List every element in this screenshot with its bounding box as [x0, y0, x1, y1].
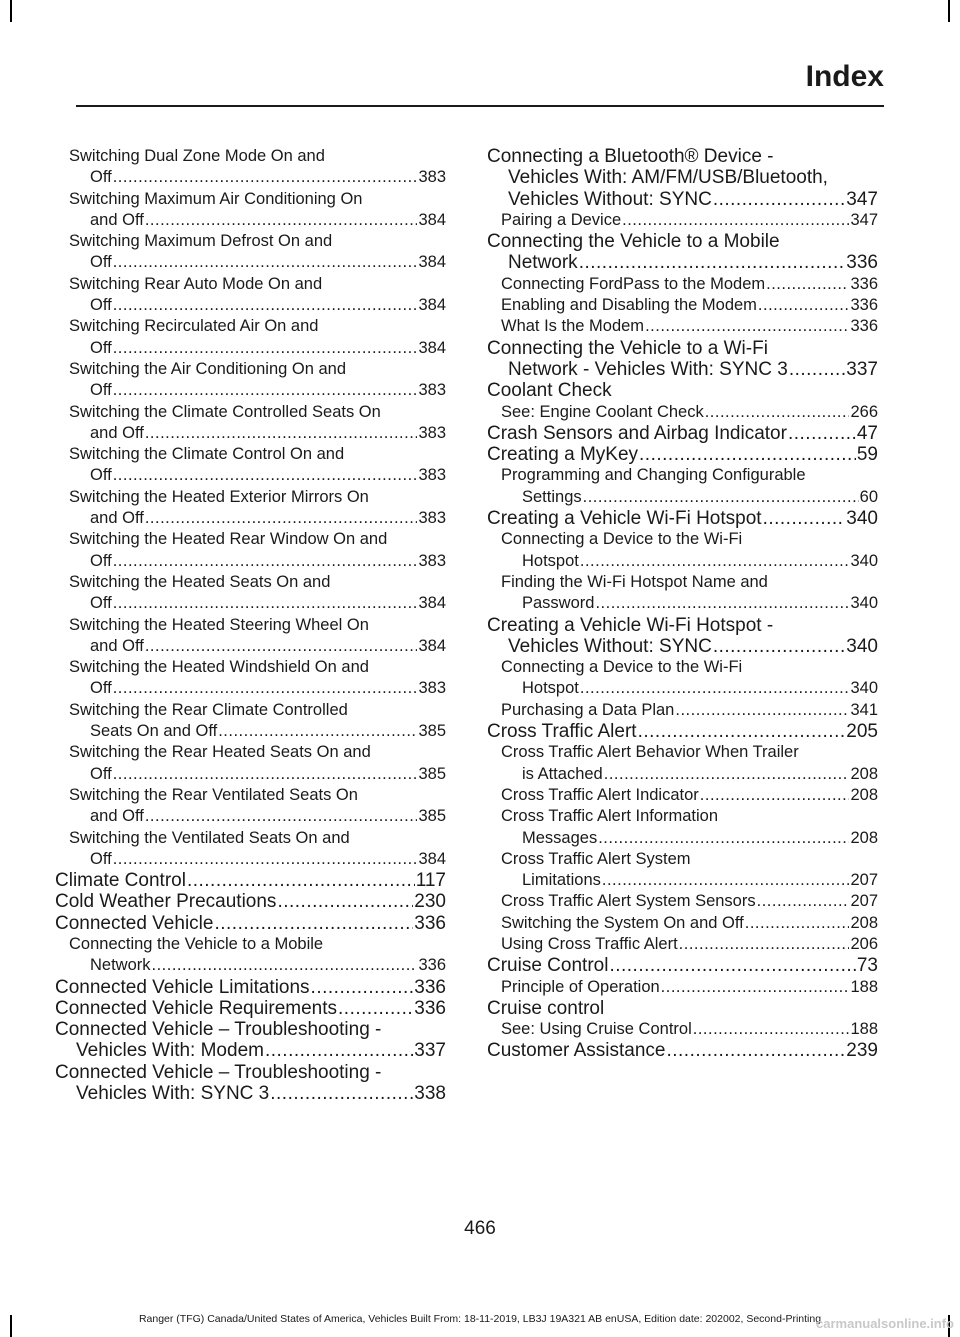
leader-dots — [666, 1040, 845, 1061]
index-page-ref[interactable]: 384 — [418, 849, 446, 868]
index-entry[interactable] — [55, 487, 446, 530]
index-entry[interactable] — [487, 508, 878, 529]
index-page-ref[interactable]: 117 — [415, 870, 446, 892]
leader-dots — [214, 913, 413, 934]
index-entry-text: is Attached — [522, 764, 603, 783]
leader-dots — [218, 721, 417, 742]
index-entry-text: Password — [522, 594, 595, 613]
index-entry-text: Purchasing a Data Plan — [501, 700, 675, 719]
index-entry[interactable] — [55, 657, 446, 700]
leader-dots — [638, 721, 846, 742]
index-entry-text: Cross Traffic Alert — [487, 721, 637, 743]
index-entry[interactable] — [487, 444, 878, 465]
index-page-ref[interactable]: 47 — [856, 422, 878, 444]
index-entry-text: Vehicles With: Modem — [76, 1040, 264, 1062]
index-page-ref[interactable]: 59 — [856, 444, 878, 466]
index-entry-text: Off — [90, 338, 112, 357]
header-divider — [76, 105, 884, 107]
index-entry-text: Off — [90, 381, 112, 400]
index-entry-text: Off — [90, 466, 112, 485]
index-entry[interactable] — [55, 1019, 446, 1062]
index-page-ref[interactable]: 385 — [418, 722, 446, 741]
index-page-ref[interactable]: 73 — [856, 955, 878, 977]
index-entry[interactable] — [487, 934, 878, 955]
index-entry[interactable] — [487, 274, 878, 295]
index-entry[interactable] — [487, 615, 878, 658]
leader-dots — [693, 1019, 850, 1040]
leader-dots — [187, 870, 415, 891]
index-page-ref[interactable]: 206 — [850, 934, 878, 953]
index-page-ref[interactable]: 239 — [846, 1040, 878, 1062]
index-entry[interactable] — [55, 742, 446, 785]
index-entry-text: Cross Traffic Alert System — [501, 849, 691, 868]
leader-dots — [311, 977, 414, 998]
index-entry[interactable] — [55, 316, 446, 359]
index-page-ref[interactable]: 340 — [846, 635, 878, 657]
index-entry[interactable] — [55, 785, 446, 828]
index-entry-text: Switching the Ventilated Seats On and — [69, 828, 350, 847]
index-entry-text: Connected Vehicle Limitations — [55, 976, 310, 998]
leader-dots — [595, 593, 849, 614]
page-number: 466 — [464, 1218, 496, 1239]
page-title: Index — [805, 60, 884, 93]
index-entry-text: Switching Rear Auto Mode On and — [69, 274, 323, 293]
leader-dots — [645, 316, 849, 337]
index-page-ref[interactable]: 188 — [850, 977, 878, 996]
index-entry-text: Off — [90, 253, 112, 272]
index-entry-text: Switching Maximum Air Conditioning On — [69, 189, 363, 208]
index-entry-text: Climate Control — [55, 870, 186, 892]
leader-dots — [145, 636, 418, 657]
index-entry-text: Off — [90, 594, 112, 613]
leader-dots — [661, 977, 850, 998]
leader-dots — [152, 955, 418, 976]
index-page-ref[interactable]: 384 — [418, 636, 446, 655]
index-entry[interactable] — [487, 998, 878, 1019]
index-entry[interactable] — [487, 338, 878, 381]
index-entry-text: Switching the Climate Controlled Seats On — [69, 402, 381, 421]
index-entry-text: Cross Traffic Alert Behavior When Trailer — [501, 743, 799, 762]
index-entry-text: Switching the Rear Heated Seats On and — [69, 743, 371, 762]
index-entry-text: Creating a MyKey — [487, 444, 639, 466]
index-entry-text: See: Engine Coolant Check — [501, 402, 704, 421]
index-entry-text: Switching the Air Conditioning On and — [69, 359, 347, 378]
leader-dots — [675, 700, 849, 721]
index-entry-text: and Off — [90, 423, 144, 442]
index-page-ref[interactable]: 336 — [414, 912, 446, 934]
index-entry-text: Principle of Operation — [501, 977, 660, 996]
index-entry[interactable] — [487, 1040, 878, 1061]
index-entry-text: Switching the Climate Control On and — [69, 445, 345, 464]
index-entry[interactable] — [55, 529, 446, 572]
leader-dots — [145, 806, 418, 827]
index-entry[interactable] — [55, 572, 446, 615]
index-entry-text: Creating a Vehicle Wi-Fi Hotspot - — [487, 614, 774, 636]
index-entry-text: and Off — [90, 636, 144, 655]
index-entry[interactable] — [487, 891, 878, 912]
leader-dots — [679, 934, 850, 955]
index-page-ref[interactable]: 385 — [418, 807, 446, 826]
index-entry[interactable] — [487, 785, 878, 806]
leader-dots — [270, 1083, 413, 1104]
index-column-left — [55, 146, 446, 1104]
index-page-ref[interactable]: 385 — [418, 764, 446, 783]
index-entry-text: Using Cross Traffic Alert — [501, 934, 678, 953]
index-page-ref[interactable]: 383 — [418, 381, 446, 400]
index-entry-text: Messages — [522, 828, 598, 847]
leader-dots — [113, 551, 418, 572]
index-page-ref[interactable]: 383 — [418, 509, 446, 528]
index-entry-text: Off — [90, 551, 112, 570]
leader-dots — [602, 870, 850, 891]
leader-dots — [113, 295, 418, 316]
leader-dots — [609, 955, 855, 976]
index-page-ref[interactable]: 336 — [850, 296, 878, 315]
index-entry[interactable] — [55, 359, 446, 402]
index-entry[interactable] — [487, 380, 878, 401]
index-entry-text: Connecting a Bluetooth® Device - — [487, 146, 774, 167]
index-entry-text: Network - Vehicles With: SYNC 3 — [508, 358, 788, 380]
index-entry[interactable] — [487, 465, 878, 508]
index-entry[interactable] — [55, 700, 446, 743]
leader-dots — [745, 913, 850, 934]
index-entry-text: See: Using Cruise Control — [501, 1020, 692, 1039]
index-entry-text: Connected Vehicle – Troubleshooting - — [55, 1019, 382, 1041]
index-page-ref[interactable]: 336 — [414, 997, 446, 1019]
leader-dots — [113, 764, 418, 785]
index-entry[interactable] — [487, 423, 878, 444]
index-entry[interactable] — [55, 189, 446, 232]
leader-dots — [113, 167, 418, 188]
index-page-ref[interactable]: 337 — [846, 358, 878, 380]
index-entry[interactable] — [55, 146, 446, 189]
index-entry-text: Cross Traffic Alert System Sensors — [501, 892, 756, 911]
index-entry[interactable] — [55, 615, 446, 658]
index-page-ref[interactable]: 338 — [414, 1083, 446, 1105]
index-entry-text: Cross Traffic Alert Information — [501, 807, 719, 826]
index-page-ref[interactable]: 60 — [859, 487, 878, 506]
leader-dots — [763, 508, 846, 529]
index-page-ref[interactable]: 347 — [846, 188, 878, 210]
index-page-ref[interactable]: 340 — [850, 594, 878, 613]
index-entry[interactable] — [55, 1062, 446, 1105]
index-entry-text: Off — [90, 296, 112, 315]
index-page-ref[interactable]: 336 — [418, 956, 446, 975]
index-entry-text: Connected Vehicle Requirements — [55, 997, 338, 1019]
index-entry[interactable] — [487, 529, 878, 572]
index-entry-text: Pairing a Device — [501, 210, 622, 229]
index-entry-text: Switching the Heated Exterior Mirrors On — [69, 487, 369, 506]
crop-mark-top-right — [948, 0, 950, 22]
index-entry-text: Enabling and Disabling the Modem — [501, 296, 757, 315]
leader-dots — [705, 402, 850, 423]
index-page-ref[interactable]: 266 — [850, 402, 878, 421]
leader-dots — [758, 295, 850, 316]
index-entry-text: Connecting FordPass to the Modem — [501, 274, 766, 293]
index-page-ref[interactable]: 205 — [846, 721, 878, 743]
page-footer: Ranger (TFG) Canada/United States of America, Vehicles Built From: 18-11-2019, LB3J 19A321 AB enUSA, Edition date: 202002, Second-Printing — [138, 1313, 822, 1325]
leader-dots — [113, 465, 418, 486]
index-entry-text: and Off — [90, 509, 144, 528]
index-entry[interactable] — [487, 955, 878, 976]
index-entry-text: Switching the Heated Steering Wheel On — [69, 615, 369, 634]
index-entry-text: Vehicles Without: SYNC — [508, 635, 712, 657]
index-entry-text: Connected Vehicle – Troubleshooting - — [55, 1061, 382, 1083]
index-entry[interactable] — [487, 295, 878, 316]
index-page-ref[interactable]: 340 — [850, 551, 878, 570]
leader-dots — [145, 210, 418, 231]
index-entry-text: What Is the Modem — [501, 317, 645, 336]
leader-dots — [113, 338, 418, 359]
index-entry[interactable] — [487, 1019, 878, 1040]
index-page-ref[interactable]: 383 — [418, 168, 446, 187]
leader-dots — [789, 359, 845, 380]
leader-dots — [580, 678, 850, 699]
index-entry-text: Cruise Control — [487, 955, 609, 977]
index-page-ref[interactable]: 384 — [418, 210, 446, 229]
index-entry[interactable] — [487, 742, 878, 785]
index-entry[interactable] — [55, 977, 446, 998]
index-page-ref[interactable]: 383 — [418, 551, 446, 570]
index-entry-text: Connecting a Device to the Wi-Fi — [501, 530, 743, 549]
index-entry[interactable] — [487, 146, 878, 210]
index-entry[interactable] — [55, 231, 446, 274]
index-entry[interactable] — [487, 402, 878, 423]
index-page-ref[interactable]: 336 — [414, 976, 446, 998]
index-entry-text: Off — [90, 679, 112, 698]
index-entry-text: Cold Weather Precautions — [55, 891, 277, 913]
index-entry-text: Programming and Changing Configurable — [501, 466, 806, 485]
index-page-ref[interactable]: 208 — [850, 828, 878, 847]
index-entry-text: Switching the Rear Ventilated Seats On — [69, 785, 358, 804]
index-page-ref[interactable]: 384 — [418, 338, 446, 357]
index-page-ref[interactable]: 340 — [846, 508, 878, 530]
index-entry[interactable] — [55, 870, 446, 891]
leader-dots — [113, 849, 418, 870]
index-entry[interactable] — [55, 891, 446, 912]
leader-dots — [113, 593, 418, 614]
index-entry-text: Vehicles With: SYNC 3 — [76, 1083, 270, 1105]
index-entry-text: Network — [90, 956, 151, 975]
index-entry-text: Switching Maximum Defrost On and — [69, 232, 333, 251]
index-page-ref[interactable]: 336 — [850, 317, 878, 336]
index-entry[interactable] — [55, 402, 446, 445]
leader-dots — [598, 828, 849, 849]
index-page-ref[interactable]: 208 — [850, 785, 878, 804]
index-entry-text: Switching the Heated Rear Window On and — [69, 530, 388, 549]
leader-dots — [639, 444, 856, 465]
index-entry-text: Switching the Rear Climate Controlled — [69, 700, 348, 719]
index-entry[interactable] — [487, 700, 878, 721]
index-entry-text: Crash Sensors and Airbag Indicator — [487, 422, 787, 444]
leader-dots — [265, 1040, 413, 1061]
index-page-ref[interactable]: 336 — [850, 274, 878, 293]
index-entry-text: Vehicles With: AM/FM/USB/Bluetooth, — [508, 167, 828, 189]
leader-dots — [604, 764, 850, 785]
index-entry-text: Switching the Heated Seats On and — [69, 572, 331, 591]
index-entry-text: Creating a Vehicle Wi-Fi Hotspot — [487, 508, 762, 530]
index-entry-text: and Off — [90, 807, 144, 826]
index-entry[interactable] — [487, 572, 878, 615]
index-entry[interactable] — [487, 657, 878, 700]
index-entry-text: Switching the Heated Windshield On and — [69, 658, 369, 677]
index-entry[interactable] — [487, 977, 878, 998]
index-entry-text: Customer Assistance — [487, 1040, 666, 1062]
index-entry-text: Connected Vehicle — [55, 912, 214, 934]
index-page-ref[interactable]: 383 — [418, 679, 446, 698]
index-page-ref[interactable]: 188 — [850, 1020, 878, 1039]
index-page-ref[interactable]: 207 — [850, 892, 878, 911]
leader-dots — [145, 423, 418, 444]
leader-dots — [766, 274, 849, 295]
index-entry[interactable] — [487, 913, 878, 934]
index-entry-text: Off — [90, 764, 112, 783]
index-entry[interactable] — [487, 806, 878, 849]
index-entry[interactable] — [487, 721, 878, 742]
index-page-ref[interactable]: 207 — [850, 871, 878, 890]
index-entry[interactable] — [55, 934, 446, 977]
index-entry-text: Hotspot — [522, 679, 579, 698]
leader-dots — [713, 636, 845, 657]
index-entry-text: and Off — [90, 210, 144, 229]
index-entry-text: Off — [90, 849, 112, 868]
index-entry-text: Switching Recirculated Air On and — [69, 317, 319, 336]
leader-dots — [113, 252, 418, 273]
index-entry-text: Switching the System On and Off — [501, 913, 744, 932]
crop-mark-top-left — [10, 0, 12, 22]
leader-dots — [338, 998, 413, 1019]
index-entry-text: Cruise control — [487, 997, 605, 1019]
index-page-ref[interactable]: 384 — [418, 296, 446, 315]
index-entry-text: Vehicles Without: SYNC — [508, 188, 712, 210]
index-entry-text: Connecting the Vehicle to a Wi-Fi — [487, 337, 768, 359]
index-entry[interactable] — [487, 316, 878, 337]
index-page-ref[interactable]: 383 — [418, 423, 446, 442]
index-entry-text: Connecting a Device to the Wi-Fi — [501, 658, 743, 677]
leader-dots — [145, 508, 418, 529]
index-entry-text: Connecting the Vehicle to a Mobile — [69, 934, 324, 953]
leader-dots — [622, 210, 849, 231]
index-entry[interactable] — [55, 913, 446, 934]
leader-dots — [113, 678, 418, 699]
leader-dots — [788, 423, 856, 444]
index-entry-text: Switching Dual Zone Mode On and — [69, 147, 325, 165]
leader-dots — [579, 252, 846, 273]
index-entry[interactable] — [55, 998, 446, 1019]
index-page-ref[interactable]: 336 — [846, 252, 878, 274]
index-column-right — [487, 146, 878, 1062]
index-entry[interactable] — [487, 210, 878, 231]
index-entry[interactable] — [487, 849, 878, 892]
leader-dots — [757, 891, 850, 912]
index-entry-text: Network — [508, 252, 578, 274]
leader-dots — [700, 785, 850, 806]
index-entry-text: Off — [90, 168, 112, 187]
index-page-ref[interactable]: 230 — [414, 891, 446, 913]
index-page-ref[interactable]: 341 — [850, 700, 878, 719]
index-entry-text: Coolant Check — [487, 380, 612, 402]
index-entry-text: Hotspot — [522, 551, 579, 570]
index-entry-text: Limitations — [522, 871, 601, 890]
index-page-ref[interactable]: 340 — [850, 679, 878, 698]
index-page-ref[interactable]: 347 — [850, 210, 878, 229]
index-entry-text: Finding the Wi-Fi Hotspot Name and — [501, 572, 768, 591]
leader-dots — [713, 189, 845, 210]
index-entry[interactable] — [487, 231, 878, 274]
index-page-ref[interactable]: 383 — [418, 466, 446, 485]
index-entry-text: Seats On and Off — [90, 722, 218, 741]
index-entry[interactable] — [55, 828, 446, 871]
leader-dots — [580, 551, 850, 572]
index-entry[interactable] — [55, 274, 446, 317]
index-entry-text: Connecting the Vehicle to a Mobile — [487, 231, 780, 253]
leader-dots — [583, 487, 859, 508]
index-page-ref[interactable]: 384 — [418, 253, 446, 272]
index-entry[interactable] — [55, 444, 446, 487]
index-entry-text: Settings — [522, 487, 582, 506]
watermark: carmanualsonline.info — [816, 1316, 954, 1331]
index-entry-text: Cross Traffic Alert Indicator — [501, 785, 699, 804]
index-page-ref[interactable]: 384 — [418, 594, 446, 613]
index-page-ref[interactable]: 208 — [850, 764, 878, 783]
index-page-ref[interactable]: 337 — [414, 1040, 446, 1062]
leader-dots — [113, 380, 418, 401]
leader-dots — [277, 891, 413, 912]
index-page-ref[interactable]: 208 — [850, 913, 878, 932]
